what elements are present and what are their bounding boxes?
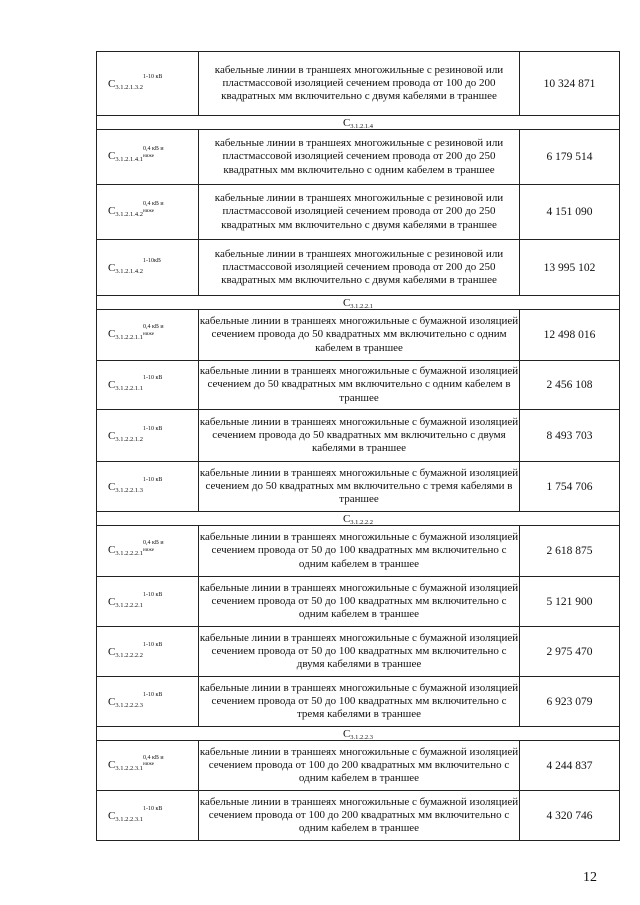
- rate-code-voltage-line1: 1-10 кВ: [142, 691, 163, 698]
- value-cell: 13 995 102: [520, 240, 620, 296]
- rate-code: [108, 591, 163, 609]
- rate-code-voltage: [143, 806, 162, 813]
- value-cell: 4 151 090: [520, 185, 620, 240]
- rate-code: [108, 375, 163, 392]
- value-cell: 2 975 470: [520, 627, 620, 677]
- description-cell: кабельные линии в траншеях многожильные с резиновой или пластмассовой изоляцией сечением провода от 100 до 200 квадратных мм включительно с двумя кабелями в траншее: [199, 52, 520, 116]
- rate-code-voltage-line1: 0,4 кВ и: [142, 540, 164, 546]
- rate-code-letter: С: [108, 645, 116, 658]
- description-cell: кабельные линии в траншеях многожильные с бумажной изоляцией сечением провода от 50 до 100 квадратных мм включительно с одним кабелем в траншее: [199, 577, 520, 627]
- rate-code-letter: С: [108, 544, 116, 556]
- code-cell: [97, 526, 199, 577]
- rate-code-index: 3.1.2.1.4.2: [115, 211, 143, 218]
- section-header-row: [97, 296, 620, 310]
- rate-code-voltage: [143, 692, 162, 699]
- rate-code-letter: С: [108, 77, 116, 90]
- rate-code-letter: С: [108, 695, 116, 708]
- rate-code-voltage: [143, 592, 162, 599]
- rate-code-voltage-line1: 1-10 кВ: [142, 805, 163, 812]
- description-cell: кабельные линии в траншеях многожильные с бумажной изоляцией сечением провода до 50 квадратных мм включительно с одним кабелем в траншее: [199, 310, 520, 361]
- table-row: [97, 130, 620, 185]
- value-cell: 6 923 079: [520, 677, 620, 727]
- table-row: [97, 410, 620, 462]
- table-row: [97, 627, 620, 677]
- rate-code: [108, 754, 164, 772]
- rate-code: [343, 118, 373, 129]
- rate-code-letter: С: [342, 512, 351, 525]
- code-cell: [97, 240, 199, 296]
- tariff-table: [96, 51, 620, 841]
- rate-code-voltage-line1: 0,4 кВ и: [142, 146, 164, 152]
- table-row: [97, 52, 620, 116]
- rate-code: [108, 257, 161, 275]
- rate-code: [108, 641, 163, 659]
- rate-code-index: 3.1.2.2.1.1: [115, 385, 143, 392]
- rate-code-letter: С: [342, 116, 351, 129]
- rate-code-voltage: [143, 540, 164, 554]
- rate-code-voltage-line2: ниже: [142, 208, 154, 214]
- section-header-row: [97, 116, 620, 130]
- description-cell: кабельные линии в траншеях многожильные с бумажной изоляцией сечением провода от 50 до 100 квадратных мм включительно с тремя кабелями в траншее: [199, 677, 520, 727]
- rate-code-letter: С: [342, 296, 351, 309]
- rate-code-voltage-line1: 1-10 кВ: [142, 476, 163, 483]
- code-cell: [97, 627, 199, 677]
- code-cell: [97, 741, 199, 791]
- table-row: [97, 310, 620, 361]
- rate-code: [343, 514, 373, 525]
- rate-code: [108, 691, 163, 709]
- rate-code-letter: С: [108, 205, 116, 217]
- rate-code-voltage: [143, 324, 164, 338]
- section-code-cell: [97, 512, 620, 526]
- rate-code: [108, 540, 164, 557]
- rate-code-voltage: [143, 426, 162, 433]
- code-cell: [97, 130, 199, 185]
- rate-code-letter: С: [108, 758, 116, 771]
- rate-code: [108, 476, 163, 494]
- value-cell: 2 456 108: [520, 361, 620, 410]
- rate-code-voltage-line1: 1-10 кВ: [142, 641, 163, 648]
- code-cell: [97, 462, 199, 512]
- rate-code-letter: С: [108, 379, 116, 391]
- rate-code-index: 3.1.2.2.2.1: [115, 550, 143, 557]
- rate-code: [108, 146, 164, 163]
- rate-code-letter: С: [108, 150, 116, 162]
- code-cell: [97, 52, 199, 116]
- value-cell: 10 324 871: [520, 52, 620, 116]
- rate-code: [108, 324, 164, 341]
- rate-code-letter: С: [108, 595, 116, 608]
- code-cell: [97, 361, 199, 410]
- table-row: [97, 185, 620, 240]
- value-cell: 4 320 746: [520, 791, 620, 841]
- rate-code-voltage-line2: ниже: [142, 153, 154, 159]
- rate-code-voltage-line1: 1-10кВ: [142, 257, 161, 264]
- rate-code-voltage-line1: 1-10 кВ: [142, 73, 163, 80]
- section-code-cell: [97, 727, 620, 741]
- value-cell: 5 121 900: [520, 577, 620, 627]
- section-code-cell: [97, 116, 620, 130]
- section-code-cell: [97, 296, 620, 310]
- description-cell: кабельные линии в траншеях многожильные с бумажной изоляцией сечением провода от 100 до 200 квадратных мм включительно с одним кабелем в траншее: [199, 741, 520, 791]
- rate-code-voltage-line1: 1-10 кВ: [142, 591, 163, 598]
- rate-code-letter: С: [108, 809, 116, 822]
- rate-code-index: 3.1.2.2.1.3: [115, 486, 143, 494]
- table-row: [97, 526, 620, 577]
- section-header-row: [97, 727, 620, 741]
- rate-code-voltage-line1: 1-10 кВ: [142, 375, 163, 381]
- value-cell: 4 244 837: [520, 741, 620, 791]
- rate-code-index: 3.1.2.2.2.1: [115, 601, 143, 609]
- code-cell: [97, 310, 199, 361]
- rate-code-voltage-line2: ниже: [142, 547, 154, 553]
- rate-code-voltage-line1: 1-10 кВ: [142, 425, 163, 432]
- rate-code: [343, 298, 373, 309]
- value-cell: 12 498 016: [520, 310, 620, 361]
- table-row: [97, 462, 620, 512]
- tariff-table-body: [97, 52, 620, 841]
- rate-code-index: 3.1.2.2.1: [350, 302, 374, 310]
- description-cell: кабельные линии в траншеях многожильные с бумажной изоляцией сечением провода от 100 до 200 квадратных мм включительно с одним кабелем в траншее: [199, 791, 520, 841]
- rate-code-voltage: [143, 74, 162, 81]
- rate-code-index: 3.1.2.2.2: [350, 518, 374, 526]
- table-row: [97, 741, 620, 791]
- rate-code: [108, 73, 163, 91]
- rate-code-index: 3.1.2.2.3.1: [115, 764, 143, 772]
- value-cell: 6 179 514: [520, 130, 620, 185]
- description-cell: кабельные линии в траншеях многожильные с резиновой или пластмассовой изоляцией сечением провода от 200 до 250 квадратных мм включительно с одним кабелем в траншее: [199, 130, 520, 185]
- rate-code-index: 3.1.2.2.1.2: [115, 435, 143, 443]
- rate-code-letter: С: [108, 261, 116, 274]
- page-number: 12: [583, 870, 597, 885]
- description-cell: кабельные линии в траншеях многожильные с бумажной изоляцией сечением провода от 50 до 100 квадратных мм включительно с двумя кабелями в траншее: [199, 627, 520, 677]
- code-cell: [97, 677, 199, 727]
- code-cell: [97, 791, 199, 841]
- rate-code: [108, 201, 164, 218]
- rate-code-index: 3.1.2.2.3: [350, 733, 374, 741]
- table-row: [97, 791, 620, 841]
- rate-code: [108, 425, 163, 443]
- value-cell: 8 493 703: [520, 410, 620, 462]
- description-cell: кабельные линии в траншеях многожильные с бумажной изоляцией сечением до 50 квадратных мм включительно с тремя кабелями в траншее: [199, 462, 520, 512]
- table-row: [97, 577, 620, 627]
- rate-code-index: 3.1.2.1.3.2: [115, 83, 143, 91]
- rate-code-voltage-line2: ниже: [142, 762, 154, 767]
- rate-code-letter: С: [342, 727, 351, 740]
- description-cell: кабельные линии в траншеях многожильные с резиновой или пластмассовой изоляцией сечением провода от 200 до 250 квадратных мм включительно с двумя кабелями в траншее: [199, 240, 520, 296]
- rate-code-index: 3.1.2.1.4.1: [115, 156, 143, 163]
- rate-code-voltage-line1: 0,4 кВ и: [142, 754, 164, 761]
- rate-code-index: 3.1.2.2.2.2: [115, 651, 143, 659]
- rate-code-index: 3.1.2.1.4: [350, 122, 374, 130]
- rate-code-index: 3.1.2.2.3.1: [115, 815, 143, 823]
- code-cell: [97, 410, 199, 462]
- description-cell: кабельные линии в траншеях многожильные с бумажной изоляцией сечением провода от 50 до 100 квадратных мм включительно с одним кабелем в траншее: [199, 526, 520, 577]
- table-row: [97, 240, 620, 296]
- rate-code-voltage-line2: ниже: [142, 331, 154, 337]
- table-row: [97, 677, 620, 727]
- description-cell: кабельные линии в траншеях многожильные с бумажной изоляцией сечением до 50 квадратных мм включительно с одним кабелем в траншее: [199, 361, 520, 410]
- rate-code-voltage: [143, 146, 164, 160]
- rate-code-voltage: [143, 258, 161, 265]
- rate-code: [343, 729, 373, 740]
- rate-code-voltage-line1: 0,4 кВ и: [142, 324, 164, 330]
- rate-code-voltage: [143, 755, 164, 769]
- section-header-row: [97, 512, 620, 526]
- value-cell: 1 754 706: [520, 462, 620, 512]
- rate-code-voltage: [143, 375, 162, 382]
- rate-code-letter: С: [108, 480, 116, 493]
- rate-code-index: 3.1.2.2.2.3: [115, 701, 143, 709]
- description-cell: кабельные линии в траншеях многожильные с бумажной изоляцией сечением провода до 50 квадратных мм включительно с двумя кабелями в траншее: [199, 410, 520, 462]
- rate-code-index: 3.1.2.1.4.2: [115, 267, 143, 275]
- description-cell: кабельные линии в траншеях многожильные с резиновой или пластмассовой изоляцией сечением провода от 200 до 250 квадратных мм включительно с двумя кабелями в траншее: [199, 185, 520, 240]
- table-row: [97, 361, 620, 410]
- code-cell: [97, 185, 199, 240]
- rate-code: [108, 805, 163, 823]
- rate-code-index: 3.1.2.2.1.1: [115, 334, 143, 341]
- rate-code-voltage: [143, 201, 164, 215]
- rate-code-voltage: [143, 477, 162, 484]
- rate-code-letter: С: [108, 429, 116, 442]
- rate-code-letter: С: [108, 328, 116, 340]
- value-cell: 2 618 875: [520, 526, 620, 577]
- code-cell: [97, 577, 199, 627]
- rate-code-voltage: [143, 642, 162, 649]
- rate-code-voltage-line1: 0,4 кВ и: [142, 201, 164, 207]
